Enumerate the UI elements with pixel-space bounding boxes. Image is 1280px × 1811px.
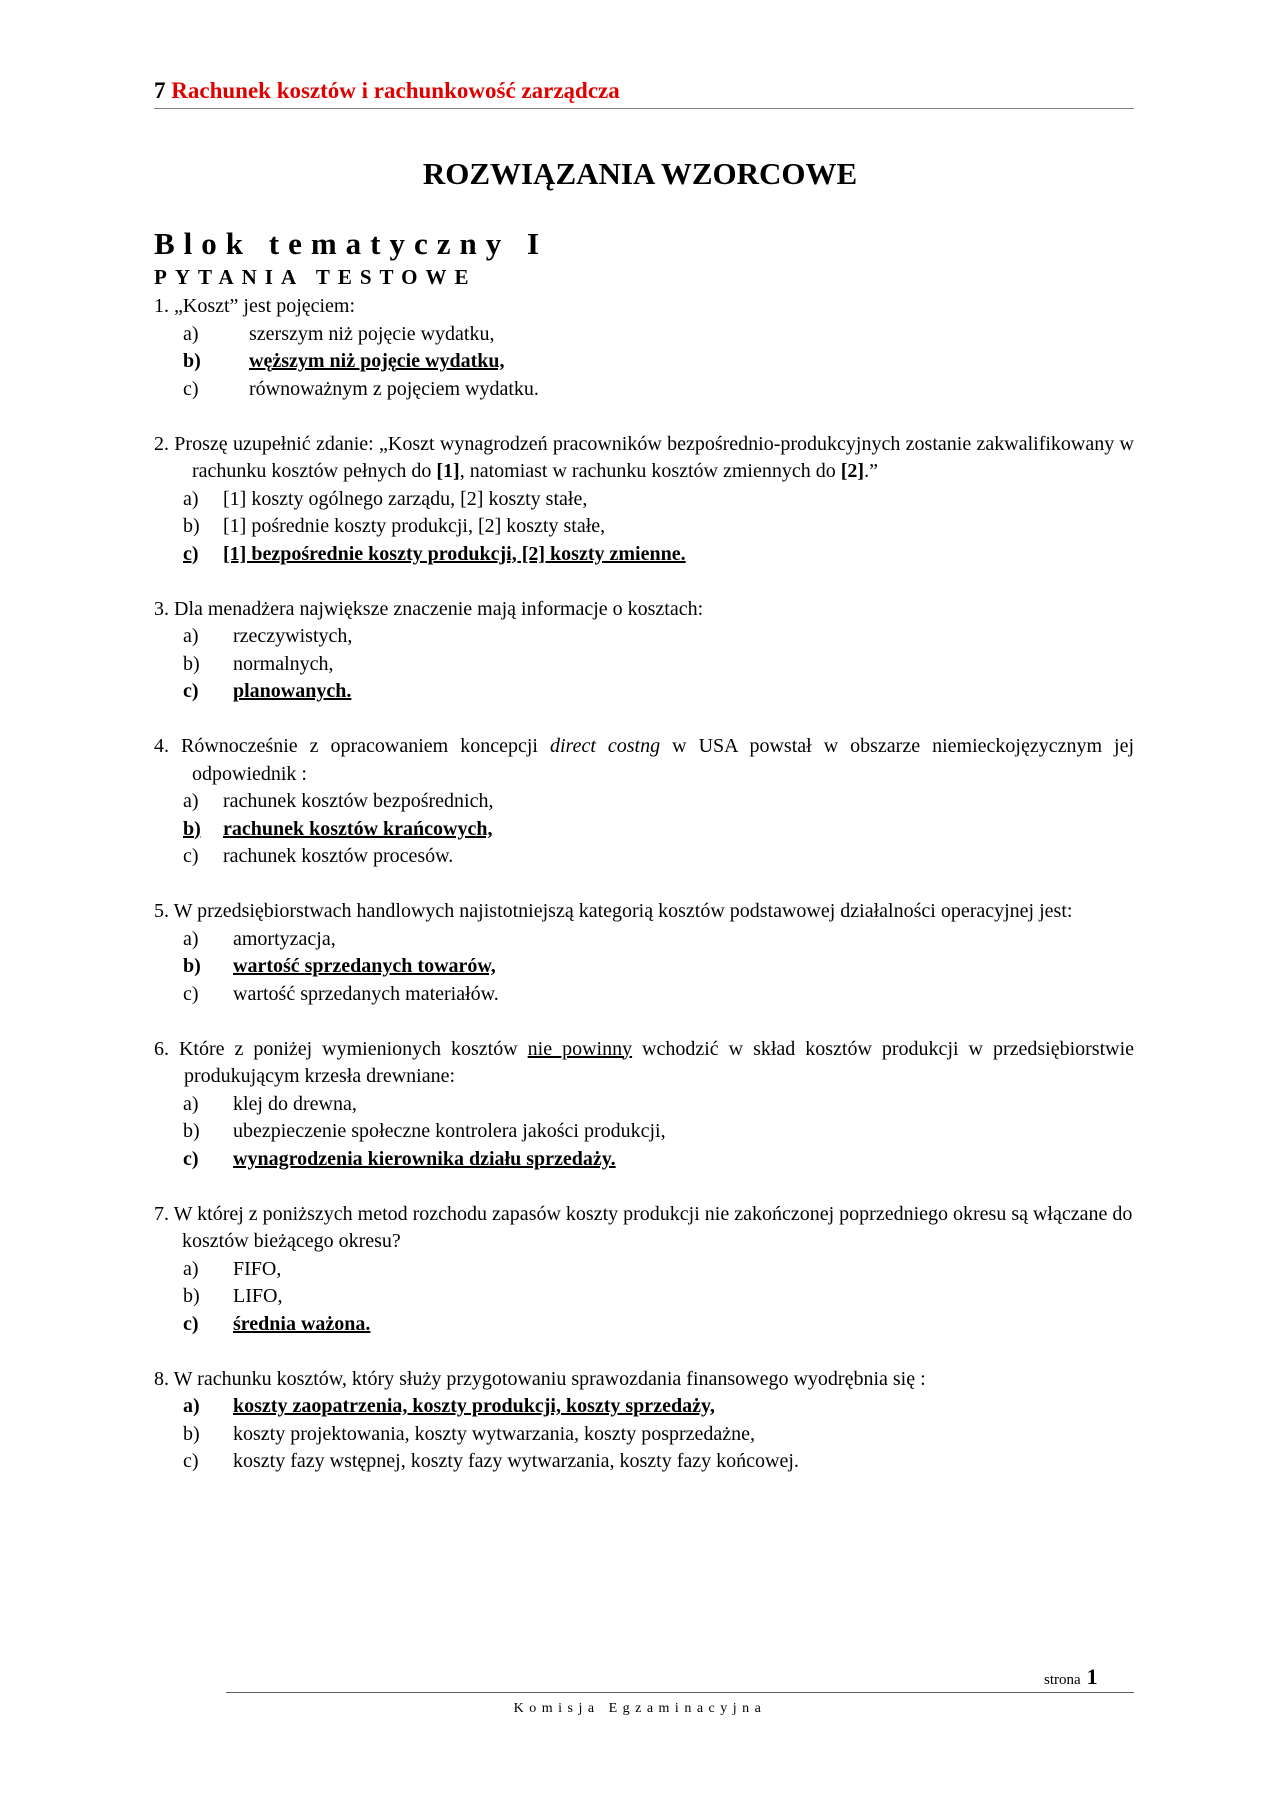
option-b [154, 1421, 1134, 1449]
option-b-correct [154, 953, 1134, 981]
underlined-phrase: nie powinny [527, 1037, 633, 1060]
option-label: c) [183, 377, 199, 400]
question-5 [154, 898, 1134, 1008]
option-text: planowanych. [233, 680, 352, 702]
option-text: koszty projektowania, koszty wytwarzania, koszty posprzedażne, [233, 1422, 756, 1445]
option-label: b) [183, 350, 201, 372]
option-text: ubezpieczenie społeczne kontrolera jakości produkcji, [233, 1120, 666, 1142]
option-text: normalnych, [233, 652, 334, 675]
option-b [154, 651, 1134, 679]
option-label: b) [183, 1422, 200, 1445]
option-text: rzeczywistych, [233, 625, 353, 647]
option-c-correct [154, 678, 1134, 706]
option-text: rachunek kosztów krańcowych, [223, 817, 493, 840]
option-a [154, 788, 1134, 816]
option-label: b) [183, 652, 200, 675]
option-text: klej do drewna, [233, 1092, 357, 1115]
option-text: LIFO, [233, 1285, 283, 1307]
option-label: a) [183, 625, 199, 647]
option-label: b) [183, 955, 201, 977]
question-text: 3. Dla menadżera największe znaczenie mają informacje o kosztach: [154, 597, 704, 620]
option-text: amortyzacja, [233, 927, 336, 950]
option-a [154, 321, 1134, 349]
question-text-part: 6. Które z poniżej wymienionych kosztów [154, 1037, 528, 1060]
question-3 [154, 596, 1134, 706]
option-c [154, 376, 1134, 404]
option-c [154, 1448, 1134, 1476]
question-2 [154, 431, 1134, 569]
option-label: b) [183, 817, 201, 840]
option-text: koszty zaopatrzenia, koszty produkcji, koszty sprzedaży, [233, 1395, 715, 1417]
option-label: b) [183, 1285, 200, 1307]
option-c [154, 843, 1134, 871]
option-text: średnia ważona. [233, 1312, 371, 1335]
footer-divider [226, 1692, 1134, 1693]
section-title: PYTANIA TESTOWE [154, 265, 477, 289]
footer-organization: Komisja Egzaminacyjna [513, 1701, 767, 1716]
document-title: ROZWIĄZANIA WZORCOWE [422, 156, 858, 191]
option-b [154, 513, 1134, 541]
option-label: c) [183, 1450, 199, 1472]
option-text: FIFO, [233, 1257, 282, 1280]
question-text [154, 431, 1134, 486]
option-text: koszty fazy wstępnej, koszty fazy wytwarzania, koszty fazy końcowej. [233, 1450, 799, 1472]
option-text: wartość sprzedanych towarów, [233, 955, 496, 977]
option-text: wartość sprzedanych materiałów. [233, 982, 499, 1005]
option-label: a) [183, 1395, 200, 1417]
question-text-part: w USA powstał w obszarze niemieckojęzycznym jej odpowiednik : [192, 735, 1135, 785]
option-label: c) [183, 1147, 199, 1170]
question-text [154, 733, 1134, 788]
option-a [154, 623, 1134, 651]
chapter-title: Rachunek kosztów i rachunkowość zarządcza [171, 78, 620, 103]
option-text: szerszym niż pojęcie wydatku, [249, 322, 495, 345]
page-indicator [1044, 1665, 1098, 1692]
option-b [154, 1283, 1134, 1311]
option-label: c) [183, 845, 199, 867]
question-text: 7. W której z poniższych metod rozchodu zapasów koszty produkcji nie zakończonej poprzedniego okresu są włączane do kosztów bieżącego okresu? [154, 1202, 1133, 1252]
header-divider [154, 108, 1134, 109]
option-text: rachunek kosztów bezpośrednich, [223, 790, 494, 812]
option-a [154, 1091, 1134, 1119]
option-a [154, 1256, 1134, 1284]
option-a [154, 926, 1134, 954]
question-text-part: .” [864, 460, 878, 482]
blank-marker-1: [1] [436, 460, 460, 482]
option-c-correct [154, 1146, 1134, 1174]
option-label: a) [183, 322, 199, 345]
option-label: c) [183, 542, 199, 565]
italic-term: direct costng [549, 735, 661, 757]
option-b-correct [154, 348, 1134, 376]
option-c [154, 981, 1134, 1009]
option-label: c) [183, 680, 199, 702]
chapter-number: 7 [154, 78, 166, 103]
question-7 [154, 1201, 1134, 1339]
block-title: Blok tematyczny I [154, 226, 549, 261]
question-text-part: 4. Równocześnie z opracowaniem koncepcji [154, 735, 550, 757]
option-a [154, 486, 1134, 514]
question-text: 5. W przedsiębiorstwach handlowych najistotniejszą kategorią kosztów podstawowej działalności operacyjnej jest: [154, 900, 1073, 922]
option-label: a) [183, 487, 199, 510]
option-text: [1] koszty ogólnego zarządu, [2] koszty stałe, [223, 487, 588, 510]
option-label: a) [183, 927, 199, 950]
questions-list [154, 293, 1134, 1503]
option-label: b) [183, 515, 200, 537]
option-text: równoważnym z pojęciem wydatku. [249, 377, 539, 400]
question-text-part: 2. Proszę uzupełnić zdanie: „Koszt wynagrodzeń pracowników bezpośrednio-produkcyjnych zostanie zakwalifikowany w rachunku kosztów pełnych do [154, 432, 1134, 482]
question-8 [154, 1366, 1134, 1476]
option-a-correct [154, 1393, 1134, 1421]
option-text: wynagrodzenia kierownika działu sprzedaży. [233, 1147, 616, 1170]
option-label: a) [183, 790, 199, 812]
option-b-correct [154, 816, 1134, 844]
option-label: a) [183, 1257, 199, 1280]
option-c-correct [154, 541, 1134, 569]
option-label: b) [183, 1120, 200, 1142]
option-b [154, 1118, 1134, 1146]
option-text: [1] pośrednie koszty produkcji, [2] koszty stałe, [223, 515, 606, 537]
question-text-part: , natomiast w rachunku kosztów zmiennych do [459, 460, 841, 482]
blank-marker-2: [2] [840, 460, 865, 482]
option-label: a) [183, 1092, 199, 1115]
question-text [154, 1036, 1134, 1091]
option-label: c) [183, 1312, 199, 1335]
question-1 [154, 293, 1134, 403]
question-6 [154, 1036, 1134, 1174]
question-text: 1. „Koszt” jest pojęciem: [154, 295, 356, 317]
question-4 [154, 733, 1134, 871]
page-label: strona [1044, 1672, 1081, 1688]
question-text: 8. W rachunku kosztów, który służy przygotowaniu sprawozdania finansowego wyodrębnia się : [154, 1367, 926, 1390]
page-number: 1 [1086, 1664, 1098, 1689]
option-text: węższym niż pojęcie wydatku, [249, 350, 505, 372]
running-header [154, 76, 1134, 106]
option-text: [1] bezpośrednie koszty produkcji, [2] koszty zmienne. [223, 542, 686, 565]
option-text: rachunek kosztów procesów. [223, 845, 454, 867]
option-c-correct [154, 1311, 1134, 1339]
option-label: c) [183, 982, 199, 1005]
question-text-part: wchodzić w skład kosztów produkcji w przedsiębiorstwie produkującym krzesła drewniane: [184, 1037, 1135, 1087]
